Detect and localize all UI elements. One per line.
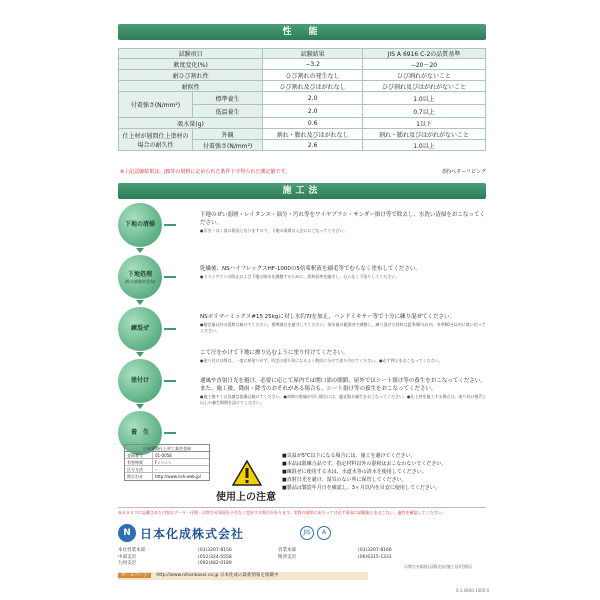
registration-header: 日本建築仕上材工業会登録 xyxy=(125,445,209,452)
down-arrow-icon xyxy=(136,404,144,409)
sub-label: 低温養生 xyxy=(193,105,263,118)
note-text: ※上記試験結果は、JIS等の規格に定められた条件下で得られた測定値です。 xyxy=(120,169,290,175)
step-connector xyxy=(164,224,176,226)
warning-item: ■練混ぜに使用する水は、水道水等の清水を使用してください。 xyxy=(282,469,427,475)
step-bullets: ●施工後すぐの急激な乾燥は避けてください。●初期の乾燥が早い場合には、適宜散水養生をおこなってください。●仕上材を施工する場合は、塗り付け後7日以上の養生期間を設けてください。 xyxy=(200,394,486,405)
row-label: 耐候性 xyxy=(119,81,263,92)
registration-value: 01-0058 xyxy=(155,453,172,458)
jis-badge-icon: JIS xyxy=(300,526,314,540)
homepage-url[interactable]: http://www.nihonkasei.co.jp 日本化成の最新情報を掲載中 xyxy=(156,573,279,578)
registration-key: 有害物質 xyxy=(125,459,153,465)
standard-cell: 割れ・膨れ及びはがれがないこと xyxy=(362,129,485,140)
office-phone: (092)482-0189 xyxy=(198,561,232,566)
step-text: NSポリマーミックス#15 25kgに対し水約7ℓを加え、ハンドミキサー等で十分に練り混ぜてください。 xyxy=(200,314,455,320)
step-connector xyxy=(164,276,176,278)
down-arrow-icon xyxy=(136,248,144,253)
step-text: 下地のぜい弱層・レイタンス・油分・汚れ等をワイヤブラシ・サンダー掛け等で除去し、水洗い清掃をおこなってください。 xyxy=(200,212,485,226)
homepage-bar[interactable] xyxy=(118,572,368,580)
warning-item: ■本品は限練合品です。指定材料以外の混和はおこなわないでください。 xyxy=(282,461,447,467)
step-description xyxy=(200,313,488,334)
table-row xyxy=(119,70,486,81)
standard-cell: 1以下 xyxy=(362,118,485,129)
company-logo xyxy=(118,524,244,542)
office-name: 中部支店 xyxy=(118,554,136,560)
row-label: 軟度変化(%) xyxy=(119,59,263,70)
step-circle xyxy=(118,203,162,247)
row-label: 吸水量(g) xyxy=(119,118,263,129)
registration-key: 登録番号 xyxy=(125,452,153,458)
certification-badge-icon: A xyxy=(317,526,331,540)
note-source: (財)ベターリビング xyxy=(442,169,486,175)
step-text: こて圧をかけて下地に擦り込むように塗り付けてください。 xyxy=(200,350,349,356)
down-arrow-icon xyxy=(136,352,144,357)
warning-triangle-icon xyxy=(232,460,262,486)
homepage-label: ホームページ xyxy=(118,573,151,578)
step-description xyxy=(200,349,488,364)
registration-value: http://www.nsh-web.jp/ xyxy=(155,474,202,479)
office-phone: (03)3207-8166 xyxy=(358,548,392,553)
registration-row xyxy=(125,466,209,473)
warning-list xyxy=(282,452,482,492)
method-section-title: 施工法 xyxy=(118,183,486,199)
performance-note xyxy=(120,168,486,175)
office-phone: (06)6315-1331 xyxy=(358,554,392,560)
registration-row xyxy=(125,459,209,466)
step-bullets: ●指定量以外の混和は避けてください。標準調合を厳守してください。加水量の範囲内で調整し、練り混ぜた材料は夏季40分以内、冬季60分以内に使い切ってください。 xyxy=(200,322,486,333)
registration-key: 区分方法 xyxy=(125,466,153,472)
office-name: 営業本部 xyxy=(278,548,296,553)
warning-title: 使用上の注意 xyxy=(216,492,276,503)
step-bullets: ●塗り付けの際は、一度に厚塗りせず、所定の塗り厚になるよう数回に分けて塗り付けてください。●必ず押えをおこなってください。 xyxy=(200,358,443,363)
step-description xyxy=(200,377,488,406)
table-header: 試験項目 xyxy=(119,49,263,59)
office-name: 九州支店 xyxy=(118,561,136,566)
dealer-stamp: お問合せ取扱店/販売店/施工店/代理店 xyxy=(404,564,473,569)
step-description xyxy=(200,265,488,280)
registration-value: - xyxy=(155,467,157,472)
step-bullets: ●ドライアウトの防止および下地の吸水を調整するために、希釈倍率を厳守し、むらなく下塗りしてください。 xyxy=(200,274,400,279)
table-row xyxy=(119,118,486,129)
warning-item: ■直射日光を避け、湿気のない所に保管してください。 xyxy=(282,477,407,483)
standard-cell: ひび割れがないこと xyxy=(362,70,485,81)
standard-cell: ひび割れ及びはがれがないこと xyxy=(362,81,485,92)
logo-mark: N xyxy=(118,524,136,542)
certification-badges xyxy=(300,526,334,540)
office-name: 本社営業本部 xyxy=(118,548,145,553)
step-name: 練混ぜ xyxy=(130,325,149,332)
step-bullets: ●浮き・はく落の原因となりますので、下地の清掃は入念におこなってください。 xyxy=(200,228,348,233)
step-connector xyxy=(164,328,176,330)
row-label: 耐ひび割れ性 xyxy=(119,70,263,81)
step-connector xyxy=(164,432,176,434)
registration-value: F☆☆☆☆ xyxy=(155,460,172,465)
standard-cell: 0.7以上 xyxy=(362,105,485,118)
standard-cell: −20〜20 xyxy=(362,59,485,70)
row-label: 付着強さ(N/mm²) xyxy=(119,92,193,118)
sub-label: 標準養生 xyxy=(193,92,263,105)
step-connector xyxy=(164,380,176,382)
registration-row xyxy=(125,473,209,480)
performance-section-title: 性 能 xyxy=(118,24,486,40)
result-cell: 0.6 xyxy=(263,118,363,129)
result-cell: −3.2 xyxy=(263,59,363,70)
office-name: 関西支店 xyxy=(278,554,296,560)
warning-item: ■製品は製造年月日を確認し、3ヶ月以内を目安に使用してください。 xyxy=(282,485,440,491)
standard-cell: 1.0以上 xyxy=(362,140,485,151)
table-row xyxy=(119,81,486,92)
step-name: 下地の清掃 xyxy=(124,221,155,228)
step-circle xyxy=(118,255,162,299)
result-cell: 2.6 xyxy=(263,140,363,151)
table-header-row xyxy=(119,49,486,59)
step-description xyxy=(200,211,488,234)
result-cell: 割れ・膨れ及びはがれなし xyxy=(263,129,363,140)
table-header: JIS A 6916 C-2の品質基準 xyxy=(362,49,485,59)
sub-label: 付着強さ(N/mm²) xyxy=(193,140,263,151)
step-text: 通風や直射日光を避け、必要に応じて屋内では開口部の閉鎖、屋外ではシート掛け等の養生をおこなってください。また、施工後、降雨・降雪のおそれがある場合も、シート掛け等の養生をおこなってください。 xyxy=(200,378,486,392)
step-name: 塗付け xyxy=(130,377,149,384)
step-circle xyxy=(118,359,162,403)
office-phone: (052)324-5558 xyxy=(198,554,232,560)
office-phone: (03)3207-8156 xyxy=(198,548,232,553)
step-name: 養 生 xyxy=(130,429,149,436)
sub-label: 外観 xyxy=(193,129,263,140)
step-name: 下地処理 xyxy=(127,270,152,278)
table-row xyxy=(119,129,486,140)
standard-cell: 1.0以上 xyxy=(362,92,485,105)
row-label: 仕上材が層間仕上塗材の場合の耐久性 xyxy=(119,129,193,151)
disclaimer: 本カタログに記載された内容はデータ・仕様・お問合せ事項を予告なく変更する場合があります。実際の使用にあたっては必ず事前に試験施工をおこない、適性を確認してください。 xyxy=(118,507,486,516)
step-text: 乾燥後、NSハイフレックスHF-1000の5倍希釈液を刷毛等でむらなく塗布してください。 xyxy=(200,266,421,272)
step-subname: (吸水調整材塗布) xyxy=(124,278,156,284)
result-cell: 2.0 xyxy=(263,92,363,105)
performance-table xyxy=(118,48,486,151)
result-cell: 2.0 xyxy=(263,105,363,118)
registration-row xyxy=(125,452,209,459)
down-arrow-icon xyxy=(136,300,144,305)
table-row xyxy=(119,59,486,70)
registration-key: 問合わせ xyxy=(125,473,153,480)
warning-item: ■気温が5℃以下になる場合には、施工を避けてください。 xyxy=(282,453,416,459)
result-cell: ひび割れの発生なし xyxy=(263,70,363,81)
table-header: 試験結果 xyxy=(263,49,363,59)
table-row xyxy=(119,92,486,105)
registration-box xyxy=(124,444,210,481)
document-code: 0.3.0800.1000.0 xyxy=(456,588,490,593)
step-circle xyxy=(118,307,162,351)
company-name: 日本化成株式会社 xyxy=(140,526,245,541)
result-cell: ひび割れ及びはがれなし xyxy=(263,81,363,92)
